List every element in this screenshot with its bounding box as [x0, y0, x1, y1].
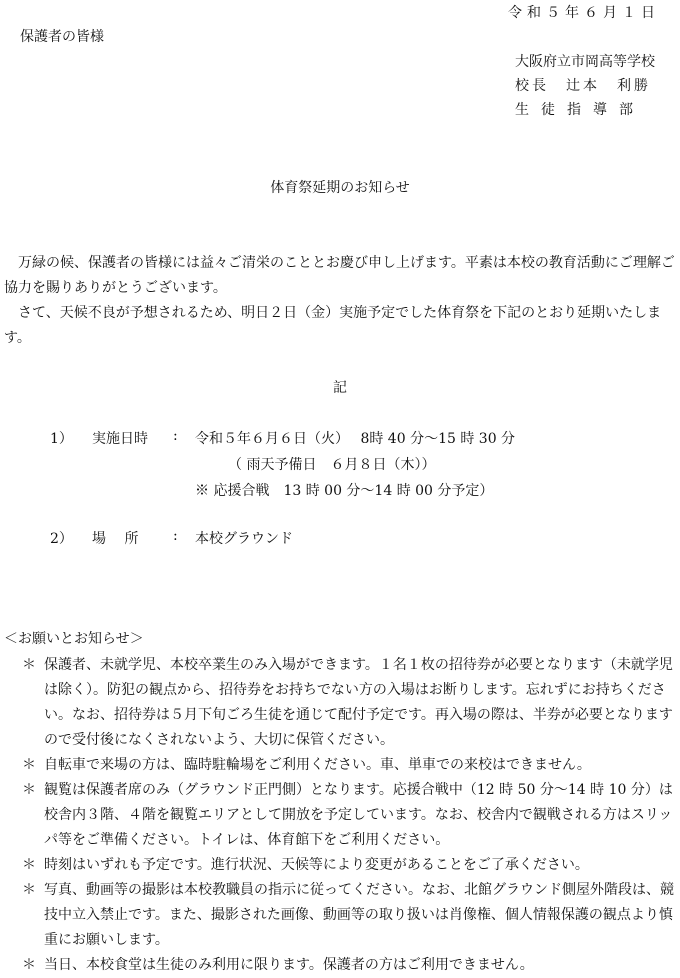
item2-label: 場 所: [92, 531, 139, 547]
document-title: 体育祭延期のお知らせ: [270, 180, 410, 196]
item2-number: 2）: [50, 531, 73, 547]
document-date: 令和５年６月１日: [508, 5, 660, 21]
note-item: [22, 753, 678, 778]
note-item: [22, 853, 678, 878]
principal-name: 校長 辻本 利勝: [515, 78, 651, 94]
announcement-paragraph: さて、天候不良が予想されるため、明日２日（金）実施予定でした体育祭を下記のとおり延期いたします。: [4, 305, 662, 346]
item1-rain-date: （ 雨天予備日 ６月８日（木））: [228, 457, 436, 473]
item1-number: 1）: [50, 431, 73, 447]
note-item: [22, 653, 678, 753]
bullet-icon: ＊: [22, 857, 36, 873]
note-text: 写真、動画等の撮影は本校教職員の指示に従ってください。なお、北館グラウンド側屋外階段は、競技中立入禁止です。また、撮影された画像、動画等の取り扱いは肖像権、個人情報保護の観点より慎重にお願いします。: [44, 882, 674, 948]
sender-block: [515, 50, 655, 122]
notes-list: [22, 653, 678, 978]
note-item: [22, 778, 678, 853]
recipient: 保護者の皆様: [20, 29, 104, 45]
ki-heading: 記: [333, 380, 347, 396]
note-text: 当日、本校食堂は生徒のみ利用に限ります。保護者の方はご利用できません。: [44, 957, 534, 973]
school-name: 大阪府立市岡高等学校: [515, 54, 655, 70]
department-name: 生徒指導部: [515, 102, 645, 118]
bullet-icon: ＊: [22, 757, 36, 773]
note-text: 観覧は保護者席のみ（グラウンド正門側）となります。応援合戦中（12 時 50 分～14 時 10 分）は校舎内３階、４階を観覧エリアとして開放を予定しています。なお、校舎内で観戦される方はスリッパ等をご準備ください。トイレは、体育館下をご利用ください。: [44, 782, 673, 848]
bullet-icon: ＊: [22, 882, 36, 898]
item1-colon: :: [173, 428, 178, 444]
item1-datetime: 令和５年６月６日（火） 8時 40 分～15 時 30 分: [195, 431, 516, 447]
note-text: 保護者、未就学児、本校卒業生のみ入場ができます。１名１枚の招待券が必要となります（未就学児は除く）。防犯の観点から、招待券をお持ちでない方の入場はお断りします。忘れずにお持ちください。なお、招待券は５月下旬ごろ生徒を通じて配付予定です。再入場の際は、半券が必要となりますので受付後になくされないよう、大切に保管ください。: [44, 657, 673, 748]
item1-cheer-time: ※ 応援合戦 13 時 00 分～14 時 00 分予定）: [195, 483, 494, 499]
item2-place: 本校グラウンド: [195, 531, 293, 547]
note-text: 自転車で来場の方は、臨時駐輪場をご利用ください。車、単車での来校はできません。: [44, 757, 591, 773]
notes-heading: ＜お願いとお知らせ＞: [4, 631, 144, 647]
item1-label: 実施日時: [92, 431, 148, 447]
bullet-icon: ＊: [22, 782, 36, 798]
item2-colon: :: [173, 528, 178, 544]
bullet-icon: ＊: [22, 657, 36, 673]
note-text: 時刻はいずれも予定です。進行状況、天候等により変更があることをご了承ください。: [44, 857, 589, 873]
note-item: [22, 953, 678, 978]
greeting-paragraph: 万緑の候、保護者の皆様には益々ご清栄のこととお慶び申し上げます。平素は本校の教育活動にご理解ご協力を賜りありがとうございます。: [4, 255, 675, 296]
note-item: [22, 878, 678, 953]
bullet-icon: ＊: [22, 957, 36, 973]
